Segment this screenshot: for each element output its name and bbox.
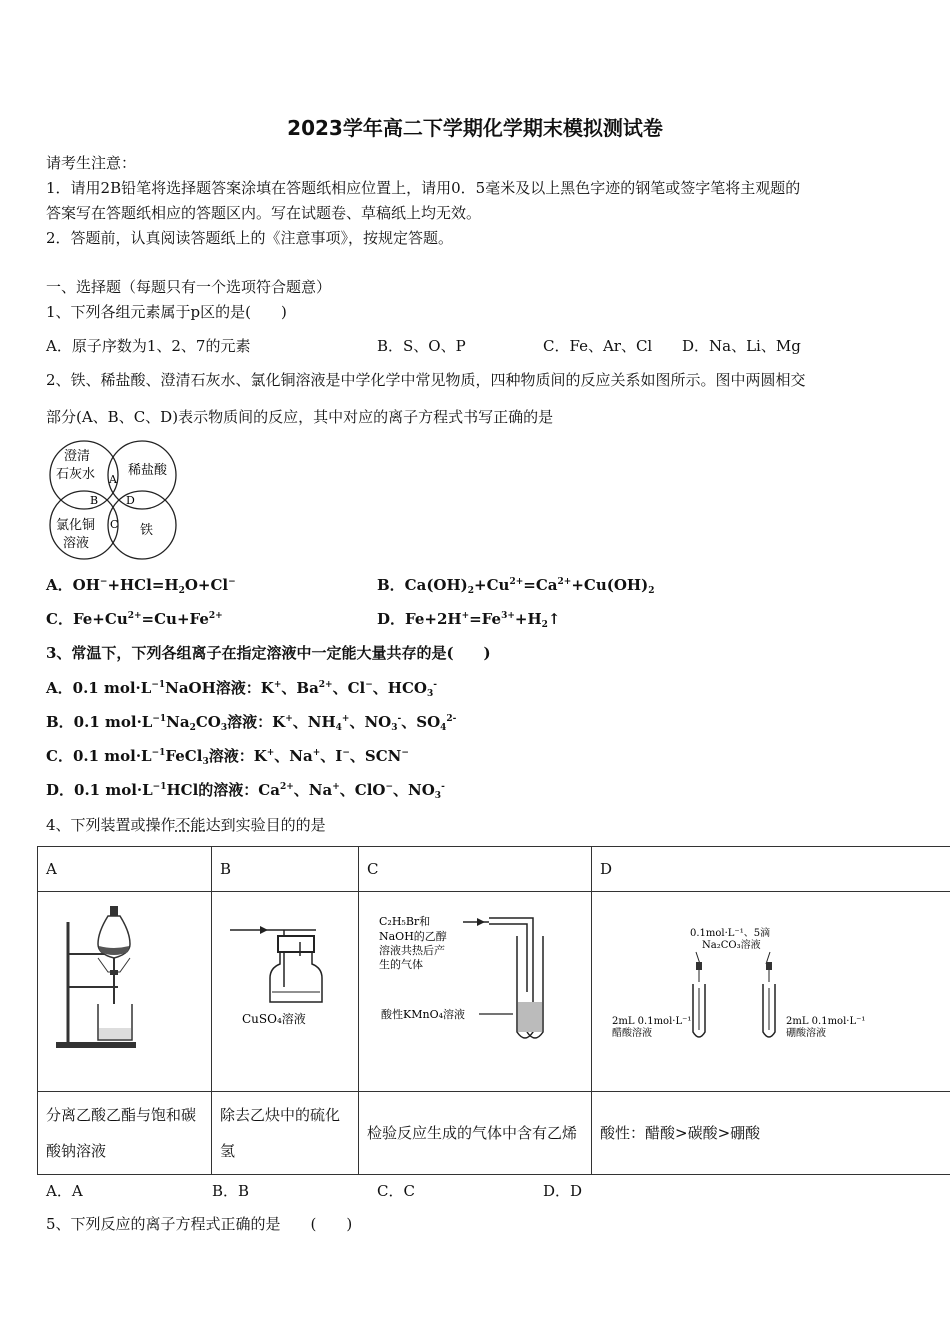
section-heading: 一、选择题（每题只有一个选项符合题意） [46, 278, 332, 296]
acid-strength-test-icon [600, 892, 949, 1087]
q3-option-a: A．0.1 $mol\cdot L^{-1}NaOH$溶液：K+、$Ba^{2+}$、Cl−、$HCO_3^-$ [46, 679, 437, 699]
q4-experiment-table [37, 846, 950, 1175]
venn-label-limewater-2: 石灰水 [56, 467, 96, 482]
venn-label-iron: 铁 [140, 523, 154, 538]
desc-a: 分离乙酸乙酯与饱和碳酸钠溶液 [38, 1092, 212, 1175]
q4-stem: 4、下列装置或操作不能达到实验目的的是 [46, 816, 326, 834]
q3-stem: 3、常温下，下列各组离子在指定溶液中一定能大量共存的是( ) [46, 644, 491, 662]
notice-heading: 请考生注意： [46, 154, 137, 172]
venn-region-b: B [90, 494, 99, 507]
d-left-2: 醋酸溶液 [612, 1028, 652, 1039]
q1-option-a: A．原子序数为1、2、7的元素 [46, 337, 251, 355]
q1-option-b: B．S、O、P [377, 337, 466, 355]
c-label-5: 酸性KMnO₄溶液 [381, 1008, 465, 1021]
separatory-funnel-icon [46, 892, 203, 1087]
header-b: B [212, 847, 359, 892]
c-label-2: NaOH的乙醇 [379, 930, 447, 943]
d-right-2: 硼酸溶液 [786, 1028, 826, 1039]
apparatus-d [592, 892, 950, 1092]
apparatus-a [38, 892, 212, 1092]
c-label-1: C₂H₅Br和 [379, 915, 431, 928]
desc-c: 检验反应生成的气体中含有乙烯 [359, 1092, 592, 1175]
q4-option-d: D．D [543, 1182, 583, 1200]
venn-region-d: D [126, 494, 135, 507]
venn-label-limewater-1: 澄清 [64, 449, 91, 464]
venn-diagram [44, 436, 182, 564]
q5-stem: 5、下列反应的离子方程式正确的是 ( ) [46, 1215, 353, 1233]
c-label-4: 生的气体 [379, 958, 423, 971]
d-top-1: 0.1mol·L⁻¹、5滴 [690, 928, 771, 939]
q1-stem: 1、下列各组元素属于p区的是( ) [46, 303, 287, 321]
venn-label-hcl: 稀盐酸 [128, 463, 168, 478]
q3-option-c: C．0.1 $mol\cdot L^{-1}FeCl_3$溶液：K+、Na+、I−、SCN− [46, 747, 409, 767]
q2-stem-1: 2、铁、稀盐酸、澄清石灰水、氯化铜溶液是中学化学中常见物质，四种物质间的反应关系如图所示。图中两圆相交 [46, 371, 806, 389]
header-a: A [38, 847, 212, 892]
apparatus-b [212, 892, 359, 1092]
q1-option-d: D．Na、Li、Mg [682, 337, 801, 355]
d-right-1: 2mL 0.1mol·L⁻¹ [786, 1016, 866, 1027]
notice-line-2: 答案写在答题纸相应的答题区内。写在试题卷、草稿纸上均无效。 [46, 204, 482, 222]
desc-d: 酸性：醋酸>碳酸>硼酸 [592, 1092, 950, 1175]
d-top-2: Na₂CO₃溶液 [702, 940, 761, 951]
cuso4-label: CuSO₄溶液 [242, 1012, 306, 1026]
notice-line-3: 2．答题前，认真阅读答题纸上的《注意事项》，按规定答题。 [46, 229, 454, 247]
q2-option-a: A．$OH^-+HCl=H_2O+Cl^-$ [46, 576, 236, 596]
gas-washing-bottle-icon [220, 892, 350, 1087]
venn-region-a: A [109, 473, 117, 486]
venn-region-c: C [110, 518, 119, 531]
notice-line-1: 1．请用2B铅笔将选择题答案涂填在答题纸相应位置上，请用0．5毫米及以上黑色字迹的钢笔或签字笔将主观题的 [46, 179, 801, 197]
page-title: 2023学年高二下学期化学期末模拟测试卷 [287, 116, 663, 140]
q2-option-d: D．$Fe+2H^+=Fe^{3+}+H_2↑$ [377, 610, 561, 630]
q2-stem-2: 部分(A、B、C、D)表示物质间的反应，其中对应的离子方程式书写正确的是 [46, 408, 554, 426]
q3-option-b: B．0.1 $mol\cdot L^{-1}Na_2CO_3$溶液：K+、$NH_4^+$、$NO_3^-$、$SO_4^{2-}$ [46, 713, 457, 733]
q2-option-b: B．$Ca(OH)_2+Cu^{2+}=Ca^{2+}+Cu(OH)_2$ [377, 576, 655, 596]
q4-option-b: B．B [212, 1182, 250, 1200]
venn-label-cucl2-1: 氯化铜 [56, 518, 96, 533]
q1-option-c: C．Fe、Ar、Cl [543, 337, 653, 355]
apparatus-c [359, 892, 592, 1092]
c-label-3: 溶液共热后产 [379, 944, 445, 957]
desc-b: 除去乙炔中的硫化氢 [212, 1092, 359, 1175]
q4-option-c: C．C [377, 1182, 415, 1200]
header-d: D [592, 847, 950, 892]
q4-option-a: A．A [46, 1182, 83, 1200]
q2-option-c: C．$Fe+Cu^{2+}=Cu+Fe^{2+}$ [46, 610, 223, 628]
d-left-1: 2mL 0.1mol·L⁻¹ [612, 1016, 692, 1027]
header-c: C [359, 847, 592, 892]
q3-option-d: D．0.1 $mol\cdot L^{-1}HCl$的溶液：$Ca^{2+}$、Na+、ClO−、$NO_3^-$ [46, 781, 445, 801]
test-tube-kmno4-icon [367, 892, 583, 1087]
venn-label-cucl2-2: 溶液 [63, 536, 90, 551]
